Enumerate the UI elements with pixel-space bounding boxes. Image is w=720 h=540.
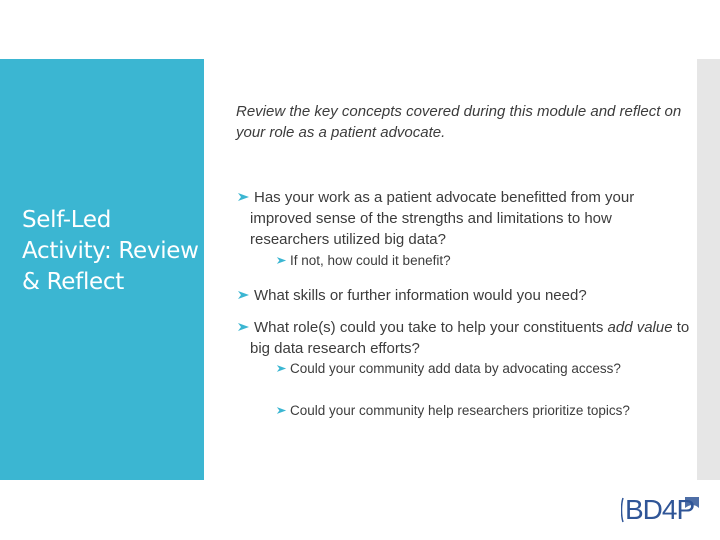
bullet-text: What skills or further information would you need? [254,287,587,304]
bullet-item [237,187,690,250]
bullet-item [237,317,690,359]
sub-bullet-text: If not, how could it benefit? [290,253,451,268]
bullet-arrow-icon [276,406,287,415]
bullet-item [237,285,690,306]
slide-title: Self-Led Activity: Review & Reflect [22,207,199,295]
bullet-arrow-icon [237,322,250,332]
bullet-arrow-icon [237,290,250,300]
scrollbar-track[interactable] [697,59,720,480]
bullet-arrow-icon [276,256,287,265]
bullet-arrow-icon [237,192,250,202]
bd4p-logo [621,494,701,526]
bullet-emphasis: add value [607,319,673,336]
sub-bullet-text: Could your community add data by advocating access? [290,361,621,376]
sub-bullet-item [276,252,690,269]
bullet-text: What role(s) could you take to help your constituents [254,319,608,336]
intro-text: Review the key concepts covered during this module and reflect on your role as a patient advocate. [236,103,682,141]
sub-bullet-text: Could your community help researchers prioritize topics? [290,403,630,418]
bullet-arrow-icon [276,364,287,373]
logo-text: BD4P [625,494,695,525]
bullet-text: Has your work as a patient advocate benefitted from your improved sense of the strengths and limitations to how researchers utilized big data? [250,189,635,248]
sub-bullet-item [276,402,690,419]
bullet-text-end: to big data research efforts? [250,319,690,357]
sub-bullet-item [276,360,690,377]
